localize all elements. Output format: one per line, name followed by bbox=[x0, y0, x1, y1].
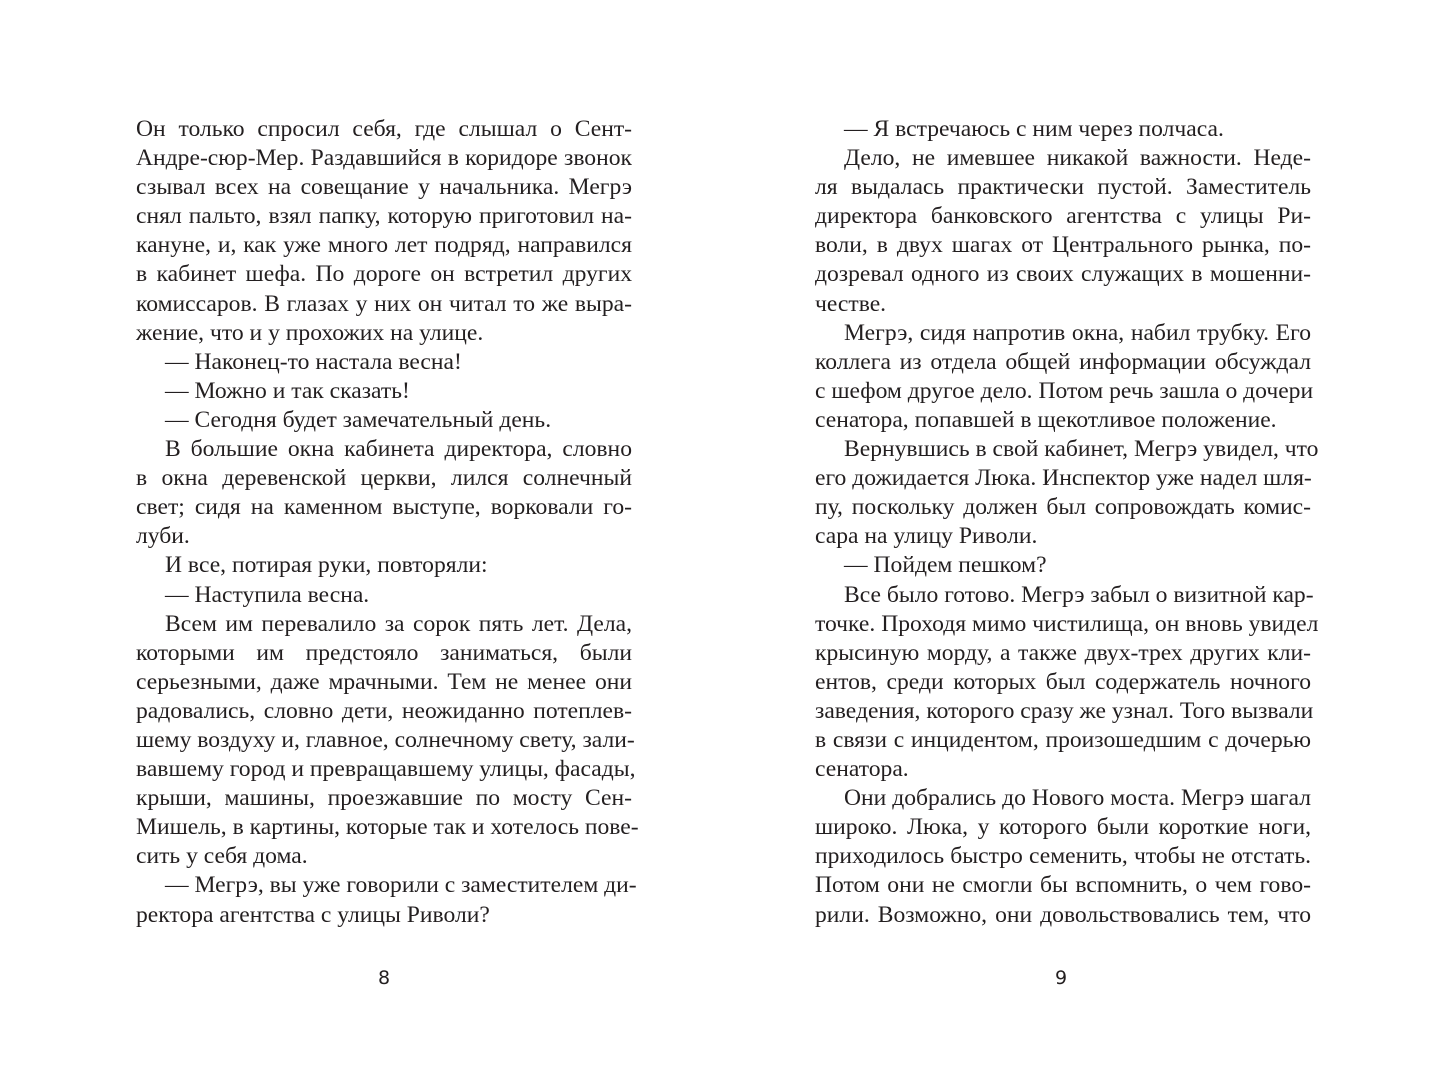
left-page-text bbox=[136, 115, 639, 930]
text-line: заведения, которого сразу же узнал. Того вызвали bbox=[815, 697, 1314, 724]
text-line: ентов, среди которых был содержатель ночного bbox=[815, 668, 1311, 695]
text-line: дозревал одного из своих служащих в мошенни- bbox=[815, 261, 1311, 288]
text-line: сенатора. bbox=[815, 756, 909, 783]
text-line: ректора агентства с улицы Риволи? bbox=[136, 901, 490, 928]
text-line: директора банковского агентства с улицы Ри- bbox=[815, 203, 1311, 230]
text-line: крысиную морду, а также двух-трех других кли- bbox=[815, 639, 1311, 666]
text-line: рили. Возможно, они довольствовались тем, что bbox=[815, 901, 1311, 928]
text-line: — Пойдем пешком? bbox=[844, 552, 1047, 579]
text-line: радовались, словно дети, неожиданно потеплев- bbox=[136, 697, 632, 724]
text-line: — Сегодня будет замечательный день. bbox=[165, 406, 552, 433]
text-line: свет; сидя на каменном выступе, ворковали го- bbox=[136, 494, 632, 521]
text-line: И все, потирая руки, повторяли: bbox=[165, 552, 488, 579]
text-line: Дело, не имевшее никакой важности. Неде- bbox=[844, 145, 1311, 172]
text-line: Они добрались до Нового моста. Мегрэ шагал bbox=[844, 785, 1311, 812]
text-line: широко. Люка, у которого были короткие ноги, bbox=[815, 814, 1311, 841]
text-line: — Наконец-то настала весна! bbox=[165, 348, 462, 375]
text-line: Мишель, в картины, которые так и хотелось пове- bbox=[136, 814, 639, 841]
text-line: комиссаров. В глазах у них он читал то же выра- bbox=[136, 290, 632, 317]
text-line: с шефом другое дело. Потом речь зашла о дочери bbox=[815, 377, 1314, 404]
text-line: коллега из отдела общей информации обсуждал bbox=[815, 348, 1311, 375]
text-line: которыми им предстояло заниматься, были bbox=[136, 639, 632, 666]
text-line: кануне, и, как уже много лет подряд, направился bbox=[136, 232, 632, 259]
text-line: в кабинет шефа. По дороге он встретил других bbox=[136, 261, 632, 288]
text-line: вавшему город и превращавшему улицы, фасады, bbox=[136, 756, 636, 783]
text-line: его дожидается Люка. Инспектор уже надел шля- bbox=[815, 465, 1312, 492]
text-line: Андре-сюр-Мер. Раздавшийся в коридоре звонок bbox=[136, 145, 632, 172]
right-page-text bbox=[815, 115, 1319, 930]
text-line: — Можно и так сказать! bbox=[165, 377, 410, 404]
text-line: в окна деревенской церкви, лился солнечный bbox=[136, 465, 632, 492]
text-line: сара на улицу Риволи. bbox=[815, 523, 1038, 550]
text-line: шему воздуху и, главное, солнечному свету, зали- bbox=[136, 726, 635, 753]
text-line: воли, в двух шагах от Центрального рынка, по- bbox=[815, 232, 1311, 259]
left-page-number: 8 bbox=[377, 967, 391, 989]
text-line: крыши, машины, проезжавшие по мосту Сен- bbox=[136, 785, 632, 812]
text-line: пу, поскольку должен был сопровождать комис- bbox=[815, 494, 1311, 521]
right-page-number: 9 bbox=[1054, 967, 1068, 989]
text-line: — Мегрэ, вы уже говорили с заместителем ди- bbox=[165, 872, 637, 899]
text-line: В большие окна кабинета директора, словно bbox=[165, 436, 632, 463]
text-line: приходилось быстро семенить, чтобы не отстать. bbox=[815, 843, 1311, 870]
text-line: сенатора, попавшей в щекотливое положение. bbox=[815, 406, 1277, 433]
text-line: честве. bbox=[815, 290, 887, 317]
text-line: снял пальто, взял папку, которую приготовил на- bbox=[136, 203, 632, 230]
text-line: серьезными, даже мрачными. Тем не менее они bbox=[136, 668, 632, 695]
text-line: сить у себя дома. bbox=[136, 843, 308, 870]
text-line: в связи с инцидентом, произошедшим с дочерью bbox=[815, 726, 1311, 753]
text-line: Потом они не смогли бы вспомнить, о чем гово- bbox=[815, 872, 1311, 899]
text-line: Мегрэ, сидя напротив окна, набил трубку. Его bbox=[844, 319, 1311, 346]
text-line: точке. Проходя мимо чистилища, он вновь увидел bbox=[815, 610, 1319, 637]
text-line: Он только спросил себя, где слышал о Сент- bbox=[136, 116, 632, 142]
text-line: ля выдалась практически пустой. Заместитель bbox=[815, 174, 1311, 201]
text-line: Вернувшись в свой кабинет, Мегрэ увидел, что bbox=[844, 436, 1319, 463]
text-line: жение, что и у прохожих на улице. bbox=[136, 319, 484, 346]
text-line: сзывал всех на совещание у начальника. Мегрэ bbox=[136, 174, 632, 201]
text-line: — Наступила весна. bbox=[165, 581, 370, 608]
text-line: — Я встречаюсь с ним через полчаса. bbox=[844, 116, 1224, 142]
text-line: луби. bbox=[136, 523, 190, 550]
text-line: Всем им перевалило за сорок пять лет. Дела, bbox=[165, 610, 632, 637]
text-line: Все было готово. Мегрэ забыл о визитной кар- bbox=[844, 581, 1314, 608]
